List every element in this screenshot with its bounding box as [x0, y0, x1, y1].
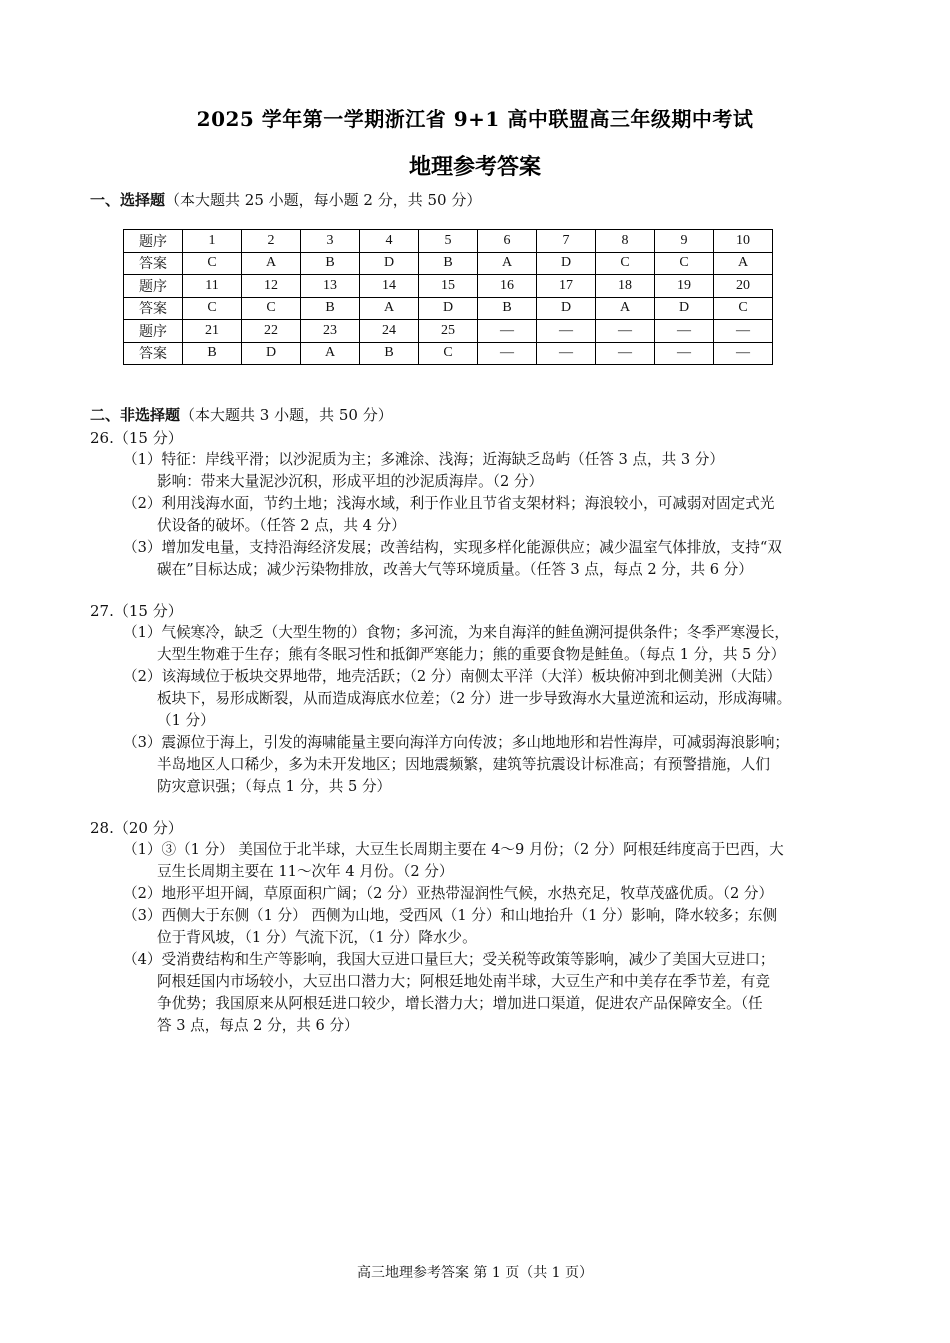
answer-table-row-header: 题序: [124, 230, 183, 253]
answer-table-cell: 16: [478, 275, 537, 298]
q28-line: （4）受消费结构和生产等影响，我国大豆进口量巨大；受关税等政策等影响，减少了美国大豆进口；: [123, 951, 775, 968]
answer-table-row: [124, 275, 773, 298]
q26-line: （2）利用浅海水面，节约土地；浅海水域，利于作业且节省支架材料；海浪较小，可减弱对固定式光: [123, 495, 775, 512]
answer-table-cell: —: [714, 320, 773, 343]
answer-table-cell: 13: [301, 275, 360, 298]
answer-table-cell: B: [360, 342, 419, 365]
answer-table-cell: 18: [596, 275, 655, 298]
answer-table-cell: —: [655, 342, 714, 365]
answer-table-cell: 2: [242, 230, 301, 253]
answer-table-cell: —: [714, 342, 773, 365]
answer-table-cell: A: [301, 342, 360, 365]
answer-table-cell: —: [596, 342, 655, 365]
answer-table-cell: 20: [714, 275, 773, 298]
q26-line: 影响：带来大量泥沙沉积，形成平坦的沙泥质海岸。（2 分）: [157, 473, 544, 490]
q26-line: 伏设备的破坏。（任答 2 点，共 4 分）: [157, 517, 406, 534]
answer-table-cell: C: [596, 252, 655, 275]
answer-table-cell: A: [360, 297, 419, 320]
answer-table-cell: D: [655, 297, 714, 320]
answer-table-cell: A: [714, 252, 773, 275]
answer-table-cell: 3: [301, 230, 360, 253]
answer-table-cell: 6: [478, 230, 537, 253]
answer-table-cell: A: [242, 252, 301, 275]
answer-table-cell: 21: [183, 320, 242, 343]
section-2-heading: [90, 404, 393, 426]
answer-table-row-header: 答案: [124, 342, 183, 365]
q28-line: 位于背风坡，（1 分）气流下沉，（1 分）降水少。: [157, 929, 477, 946]
q28-line: 答 3 点，每点 2 分，共 6 分）: [157, 1017, 359, 1034]
answer-table-row: [124, 342, 773, 365]
answer-table-cell: 4: [360, 230, 419, 253]
answer-table-cell: —: [537, 342, 596, 365]
q27-line: （2）该海域位于板块交界地带，地壳活跃；（2 分）南侧太平洋（大洋）板块俯冲到北侧美洲（大陆）: [123, 668, 782, 685]
q27-line: 大型生物难于生存；熊有冬眠习性和抵御严寒能力；熊的重要食物是鲑鱼。（每点 1 分，共 5 分）: [157, 646, 786, 663]
answer-table-cell: 23: [301, 320, 360, 343]
answer-table-cell: A: [596, 297, 655, 320]
answer-table-cell: 8: [596, 230, 655, 253]
exam-title: 2025 学年第一学期浙江省 9+1 高中联盟高三年级期中考试: [196, 107, 754, 131]
q27-line: （1 分）: [157, 712, 215, 729]
answer-table-cell: 11: [183, 275, 242, 298]
answer-table-cell: B: [419, 252, 478, 275]
q26-line: （3）增加发电量，支持沿海经济发展；改善结构，实现多样化能源供应；减少温室气体排放，支持“双: [123, 539, 782, 556]
answer-table-cell: 22: [242, 320, 301, 343]
section-1-label: 一、选择题: [90, 191, 166, 209]
page-footer: 高三地理参考答案 第 1 页（共 1 页）: [356, 1265, 594, 1281]
answer-table-cell: 1: [183, 230, 242, 253]
answer-table-cell: 24: [360, 320, 419, 343]
answer-table-cell: 10: [714, 230, 773, 253]
q28-line: 争优势；我国原来从阿根廷进口较少，增长潜力大；增加进口渠道，促进农产品保障安全。（任: [157, 995, 763, 1012]
answer-table-cell: B: [301, 297, 360, 320]
answer-table-cell: A: [478, 252, 537, 275]
answer-table-row: [124, 252, 773, 275]
answer-table-cell: 14: [360, 275, 419, 298]
q28-line: （3）西侧大于东侧（1 分） 西侧为山地，受西风（1 分）和山地抬升（1 分）影响，降水较多；东侧: [123, 907, 778, 924]
answer-table-cell: 5: [419, 230, 478, 253]
q26-line: 碳在”目标达成；减少污染物排放，改善大气等环境质量。（任答 3 点，每点 2 分，共 6 分）: [157, 561, 753, 578]
answer-table-row-header: 答案: [124, 252, 183, 275]
answer-table-cell: 17: [537, 275, 596, 298]
q28-line: 豆生长周期主要在 11～次年 4 月份。（2 分）: [157, 863, 454, 880]
answer-table-cell: C: [242, 297, 301, 320]
answer-table-cell: B: [478, 297, 537, 320]
answer-table-cell: 15: [419, 275, 478, 298]
answer-table-cell: D: [537, 252, 596, 275]
answer-table-cell: —: [478, 342, 537, 365]
section-2-note: （本大题共 3 小题，共 50 分）: [180, 406, 393, 424]
answer-table-cell: D: [419, 297, 478, 320]
answer-table-cell: C: [419, 342, 478, 365]
section-1-heading: [90, 189, 481, 211]
answer-table-cell: B: [183, 342, 242, 365]
answer-table-row: [124, 320, 773, 343]
q27-line: 防灾意识强；（每点 1 分，共 5 分）: [157, 778, 392, 795]
answer-table-cell: D: [242, 342, 301, 365]
q26-line: （1）特征：岸线平滑；以沙泥质为主；多滩涂、浅海；近海缺乏岛屿（任答 3 点，共 3 分）: [123, 451, 724, 468]
q28-number: 28.（20 分）: [90, 819, 183, 837]
answer-table-cell: C: [655, 252, 714, 275]
answer-table: [123, 229, 773, 365]
q27-line: （3）震源位于海上，引发的海啸能量主要向海洋方向传波；多山地地形和岩性海岸，可减弱海浪影响；: [123, 734, 790, 751]
q27-number: 27.（15 分）: [90, 602, 183, 620]
section-1-note: （本大题共 25 小题，每小题 2 分，共 50 分）: [165, 191, 482, 209]
q27-line: （1）气候寒冷，缺乏（大型生物的）食物；多河流，为来自海洋的鲑鱼溯河提供条件；冬季严寒漫长，: [123, 624, 790, 641]
q26-number: 26.（15 分）: [90, 429, 183, 447]
answer-table-cell: —: [537, 320, 596, 343]
q28-line: （2）地形平坦开阔，草原面积广阔；（2 分）亚热带湿润性气候，水热充足，牧草茂盛优质。（2 分）: [123, 885, 774, 902]
exam-subtitle: 地理参考答案: [408, 154, 541, 180]
answer-table-row: [124, 297, 773, 320]
q28-line: （1）③（1 分） 美国位于北半球，大豆生长周期主要在 4～9 月份；（2 分）阿根廷纬度高于巴西，大: [123, 841, 784, 858]
section-2-label: 二、非选择题: [90, 406, 181, 424]
q28-line: 阿根廷国内市场较小，大豆出口潜力大；阿根廷地处南半球，大豆生产和中美存在季节差，有竞: [157, 973, 770, 990]
answer-table-cell: C: [183, 252, 242, 275]
answer-table-cell: 19: [655, 275, 714, 298]
answer-table-cell: 9: [655, 230, 714, 253]
answer-table-cell: —: [655, 320, 714, 343]
answer-table-cell: C: [183, 297, 242, 320]
q27-line: 板块下，易形成断裂，从而造成海底水位差；（2 分）进一步导致海水大量逆流和运动，形成海啸。: [157, 690, 792, 707]
answer-table-cell: —: [596, 320, 655, 343]
answer-table-cell: D: [537, 297, 596, 320]
answer-table-cell: C: [714, 297, 773, 320]
answer-table-cell: 12: [242, 275, 301, 298]
answer-table-row-header: 答案: [124, 297, 183, 320]
answer-table-row-header: 题序: [124, 275, 183, 298]
answer-table-cell: 7: [537, 230, 596, 253]
answer-table-cell: D: [360, 252, 419, 275]
answer-table-row-header: 题序: [124, 320, 183, 343]
answer-table-cell: 25: [419, 320, 478, 343]
answer-table-cell: B: [301, 252, 360, 275]
answer-table-cell: —: [478, 320, 537, 343]
answer-table-row: [124, 230, 773, 253]
q27-line: 半岛地区人口稀少，多为未开发地区；因地震频繁，建筑等抗震设计标准高；有预警措施，人们: [157, 756, 770, 773]
